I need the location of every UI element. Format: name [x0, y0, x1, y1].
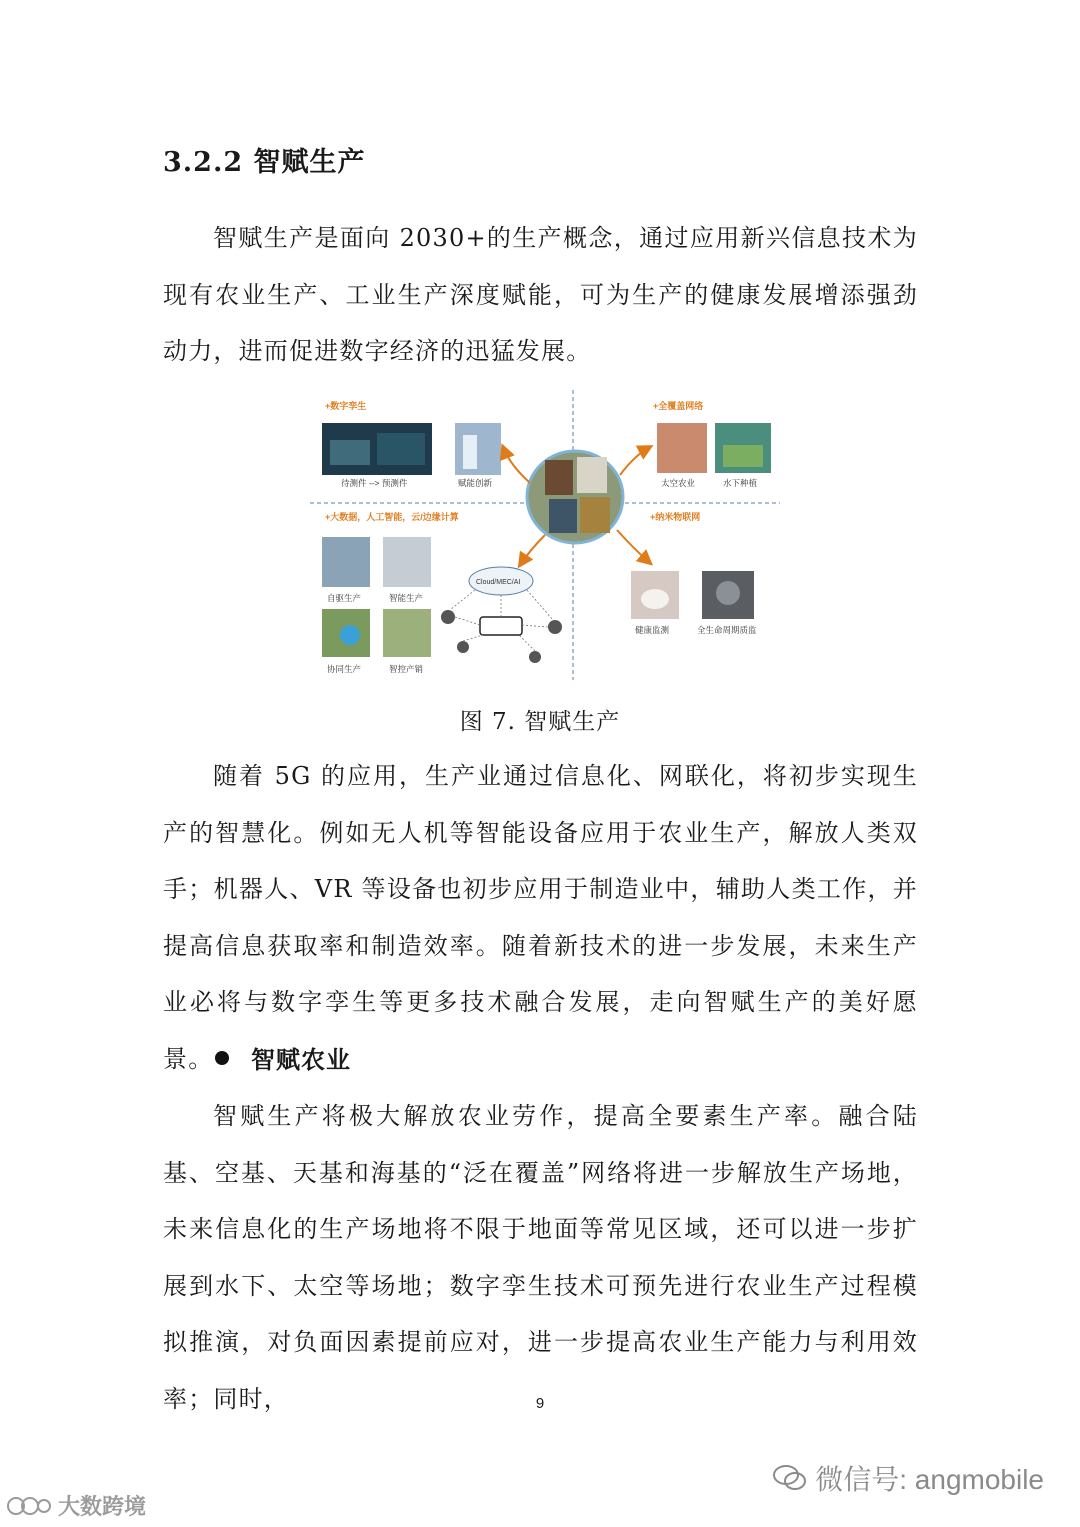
caption-test-part: 待测件 --> 预测件 — [341, 478, 408, 488]
figure-svg — [305, 385, 785, 685]
caption-space-agri: 太空农业 — [661, 478, 696, 488]
robot-node-3 — [548, 620, 562, 634]
bullet-dot-icon — [215, 1051, 229, 1065]
arrow-bottom-right — [617, 530, 650, 563]
bullet-label: 智赋农业 — [251, 1045, 351, 1074]
brand-logo-icon — [6, 1494, 52, 1518]
bullet-heading — [215, 1040, 351, 1075]
intro-paragraph: 智赋生产是面向 2030+的生产概念，通过应用新兴信息技术为现有农业生产、工业生产深度赋能，可为生产的健康发展增添强劲动力，进而促进数字经济的迅猛发展。 — [163, 224, 918, 365]
figure-caption: 图 7. 智赋生产 — [459, 709, 621, 735]
label-digital-twin: +数字孪生 — [325, 401, 367, 411]
brand-watermark — [6, 1490, 146, 1521]
wechat-watermark — [773, 1458, 1044, 1498]
caption-collab-production: 协同生产 — [327, 664, 362, 674]
robot-node-2 — [457, 641, 469, 653]
caption-underwater: 水下种植 — [723, 478, 758, 488]
wechat-icon — [773, 1464, 807, 1492]
caption-innovation: 赋能创新 — [458, 478, 493, 488]
image-auto-production — [322, 537, 370, 587]
body-paragraph-1: 随着 5G 的应用，生产业通过信息化、网联化，将初步实现生产的智慧化。例如无人机等智能设备应用于农业生产，解放人类双手；机器人、VR 等设备也初步应用于制造业中，辅助人类工作，并提高信息获取率和制造效率。随着新技术的进一步发展，未来生产业必将与数字孪生等更多技术融合发展，走向智赋生产的美好愿景。 — [163, 762, 918, 1073]
image-smart-production — [383, 537, 431, 587]
wechat-watermark-text: 微信号: angmobile — [815, 1464, 1044, 1495]
network-hub — [480, 617, 522, 635]
brand-watermark-text: 大数跨境 — [58, 1494, 147, 1519]
caption-smart-sales: 智控产销 — [389, 664, 424, 674]
caption-health: 健康监测 — [635, 625, 670, 635]
arrow-bottom-left — [520, 535, 545, 565]
page-number: 9 — [535, 1395, 545, 1412]
caption-smart-production: 智能生产 — [389, 593, 424, 603]
image-empower-innovation — [455, 423, 501, 475]
section-heading: 3.2.2 智赋生产 — [163, 147, 366, 178]
body-paragraph-2: 智赋生产将极大解放农业劳作，提高全要素生产率。融合陆基、空基、天基和海基的“泛在覆盖”网络将进一步解放生产场地，未来信息化的生产场地将不限于地面等常见区域，还可以进一步扩展到水下、太空等场地；数字孪生技术可预先进行农业生产过程模拟推演，对负面因素提前应对，进一步提高农业生产能力与利用效率；同时， — [163, 1102, 918, 1413]
robot-node-4 — [529, 651, 541, 663]
label-bigdata-ai: +大数据，人工智能，云/边缘计算 — [325, 512, 459, 522]
arrow-top-left — [503, 447, 530, 483]
figure-diagram — [305, 385, 785, 685]
robot-node-1 — [441, 610, 455, 624]
caption-lifecycle: 全生命周期质监 — [697, 625, 757, 635]
caption-auto-production: 自驱生产 — [327, 593, 362, 603]
label-nano-iot: +纳米物联网 — [650, 512, 701, 522]
cloud-label: Cloud/MEC/AI — [476, 579, 521, 586]
image-smart-sales — [383, 609, 431, 657]
label-full-coverage: +全覆盖网络 — [653, 401, 704, 411]
image-space-agriculture — [657, 423, 707, 473]
arrow-top-right — [620, 447, 650, 475]
